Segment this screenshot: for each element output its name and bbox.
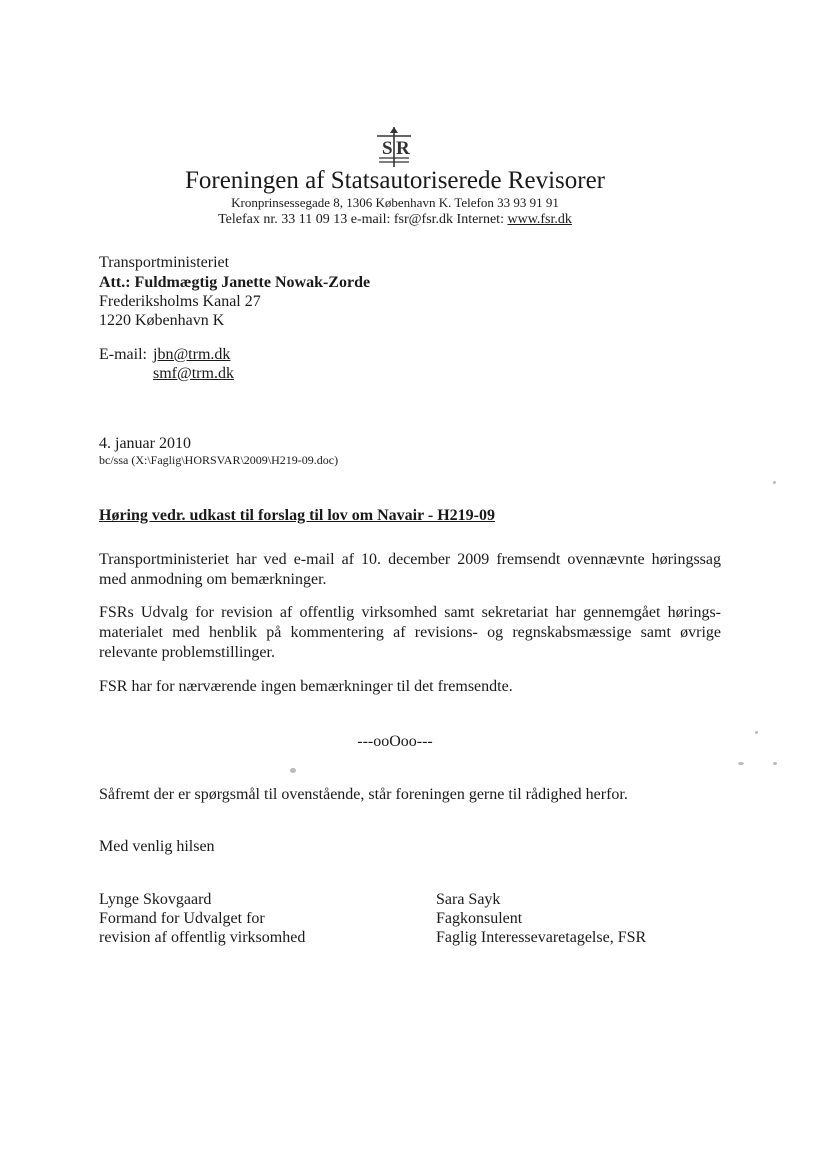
recipient-street: Frederiksholms Kanal 27 bbox=[99, 293, 261, 310]
signer-right-title2: Faglig Interessevaretagelse, FSR bbox=[436, 929, 647, 946]
org-name: Foreningen af Statsautoriserede Revisorer bbox=[184, 167, 605, 194]
body-paragraph-4: Såfremt der er spørgsmål til ovenstående, står foreningen gerne til rådighed herfor. bbox=[99, 786, 628, 803]
website-link[interactable]: www.fsr.dk bbox=[507, 212, 572, 227]
signer-left-title2: revision af offentlig virksomhed bbox=[99, 929, 306, 946]
signer-left-title1: Formand for Udvalget for bbox=[99, 910, 265, 927]
subject-heading: Høring vedr. udkast til forslag til lov om Navair - H219-09 bbox=[99, 507, 495, 524]
scan-speck bbox=[755, 731, 758, 734]
scan-speck bbox=[290, 768, 296, 773]
fsr-logo bbox=[371, 127, 417, 167]
org-contact bbox=[0, 211, 790, 228]
svg-text:R: R bbox=[396, 138, 410, 159]
scan-speck bbox=[773, 481, 776, 484]
recipient-org: Transportministeriet bbox=[99, 254, 230, 271]
signer-left-name: Lynge Skovgaard bbox=[99, 891, 212, 908]
email-link-jbn[interactable]: jbn@trm.dk bbox=[153, 346, 231, 363]
body-paragraph-3: FSR har for nærværende ingen bemærkninger til det fremsendte. bbox=[99, 678, 513, 695]
section-separator: ---ooOoo--- bbox=[357, 733, 433, 750]
org-contact-text: Telefax nr. 33 11 09 13 e-mail: fsr@fsr.dk Internet: bbox=[218, 212, 508, 227]
org-address: Kronprinsessegade 8, 1306 København K. Telefon 33 93 91 91 bbox=[231, 195, 559, 210]
signer-right-title1: Fagkonsulent bbox=[436, 910, 523, 927]
recipient-city: 1220 København K bbox=[99, 312, 225, 329]
scan-speck bbox=[738, 762, 744, 765]
file-reference: bc/ssa (X:\Faglig\HORSVAR\2009\H219-09.doc) bbox=[99, 453, 339, 467]
scan-speck bbox=[773, 762, 777, 765]
signer-right-name: Sara Sayk bbox=[436, 891, 501, 908]
letter-date: 4. januar 2010 bbox=[99, 435, 191, 452]
email-link-smf[interactable]: smf@trm.dk bbox=[153, 365, 234, 382]
fsr-logo-icon bbox=[371, 127, 417, 167]
body-paragraph-2: FSRs Udvalg for revision af offentlig virksomhed samt sekretariat har gennemgået hørings-materialet med henblik på kommentering af revisions- og regnskabsmæssige samt øvrige relevante problemstillinger. bbox=[99, 604, 721, 661]
email-label: E-mail: bbox=[99, 346, 147, 363]
svg-text:S: S bbox=[382, 138, 393, 159]
recipient-att: Att.: Fuldmægtig Janette Nowak-Zorde bbox=[99, 274, 371, 291]
closing-greeting: Med venlig hilsen bbox=[99, 838, 215, 855]
body-paragraph-1: Transportministeriet har ved e-mail af 10. december 2009 fremsendt ovennævnte høringssag med anmodning om bemærkninger. bbox=[99, 551, 721, 588]
